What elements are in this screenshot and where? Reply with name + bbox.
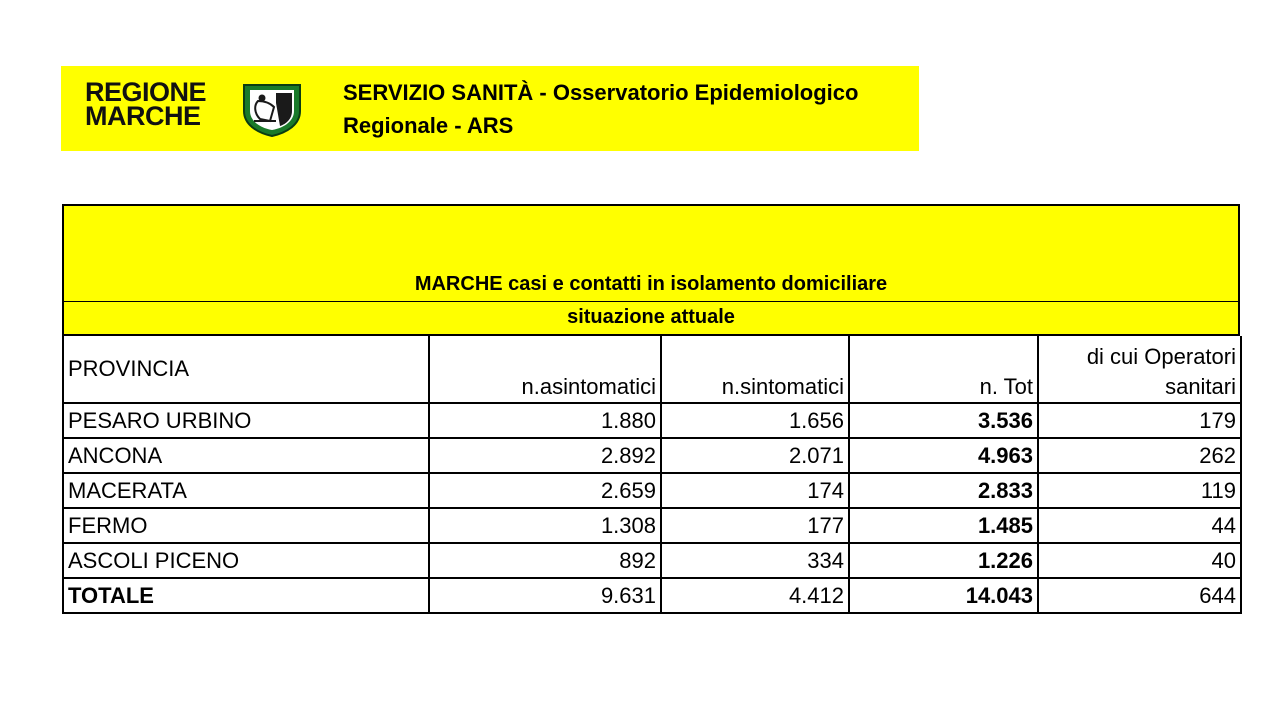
cell-provincia: FERMO — [63, 508, 429, 543]
table-row — [63, 508, 1241, 543]
table-title: MARCHE casi e contatti in isolamento domiciliare — [414, 273, 888, 295]
cell-operatori: 40 — [1038, 543, 1241, 578]
cell-operatori: 119 — [1038, 473, 1241, 508]
col-header-sintomatici: n.sintomatici — [661, 336, 849, 403]
cell-provincia: ASCOLI PICENO — [63, 543, 429, 578]
isolation-table — [62, 336, 1242, 614]
cell-asintomatici: 9.631 — [429, 578, 661, 613]
header-banner — [61, 66, 919, 151]
cell-sintomatici: 1.656 — [661, 403, 849, 438]
header-title-line-1: SERVIZIO SANITÀ - Osservatorio Epidemiologico — [343, 80, 859, 105]
cell-operatori: 644 — [1038, 578, 1241, 613]
col-header-provincia: PROVINCIA — [63, 336, 429, 403]
table-header-row — [63, 336, 1241, 403]
cell-provincia: MACERATA — [63, 473, 429, 508]
cell-asintomatici: 892 — [429, 543, 661, 578]
cell-asintomatici: 1.880 — [429, 403, 661, 438]
logo-line-1: REGIONE — [85, 77, 207, 107]
regione-marche-emblem-icon — [240, 81, 304, 137]
table-row — [63, 473, 1241, 508]
cell-sintomatici: 4.412 — [661, 578, 849, 613]
table-row — [63, 403, 1241, 438]
logo-line-2: MARCHE — [85, 101, 201, 131]
cell-provincia: TOTALE — [63, 578, 429, 613]
cell-tot: 2.833 — [849, 473, 1038, 508]
table-row — [63, 438, 1241, 473]
table-total-row — [63, 578, 1241, 613]
header-title-line-2: Regionale - ARS — [343, 113, 514, 138]
cell-asintomatici: 2.892 — [429, 438, 661, 473]
cell-sintomatici: 177 — [661, 508, 849, 543]
col-header-asintomatici: n.asintomatici — [429, 336, 661, 403]
col-header-tot: n. Tot — [849, 336, 1038, 403]
col-header-operatori — [1038, 336, 1241, 403]
cell-sintomatici: 334 — [661, 543, 849, 578]
cell-asintomatici: 1.308 — [429, 508, 661, 543]
cell-tot: 4.963 — [849, 438, 1038, 473]
header-title — [343, 76, 919, 142]
cell-sintomatici: 2.071 — [661, 438, 849, 473]
cell-tot: 1.485 — [849, 508, 1038, 543]
regione-marche-logo — [85, 77, 315, 138]
table-row — [63, 543, 1241, 578]
isolation-table-container — [62, 204, 1240, 614]
cell-operatori: 179 — [1038, 403, 1241, 438]
table-title-block — [62, 204, 1240, 302]
col-header-operatori-line-2: sanitari — [1165, 374, 1236, 399]
table-subtitle: situazione attuale — [62, 302, 1240, 336]
cell-operatori: 262 — [1038, 438, 1241, 473]
cell-provincia: ANCONA — [63, 438, 429, 473]
cell-asintomatici: 2.659 — [429, 473, 661, 508]
cell-tot: 3.536 — [849, 403, 1038, 438]
logo-text — [85, 77, 245, 131]
cell-sintomatici: 174 — [661, 473, 849, 508]
cell-provincia: PESARO URBINO — [63, 403, 429, 438]
cell-tot: 14.043 — [849, 578, 1038, 613]
cell-operatori: 44 — [1038, 508, 1241, 543]
col-header-operatori-line-1: di cui Operatori — [1086, 344, 1236, 369]
cell-tot: 1.226 — [849, 543, 1038, 578]
